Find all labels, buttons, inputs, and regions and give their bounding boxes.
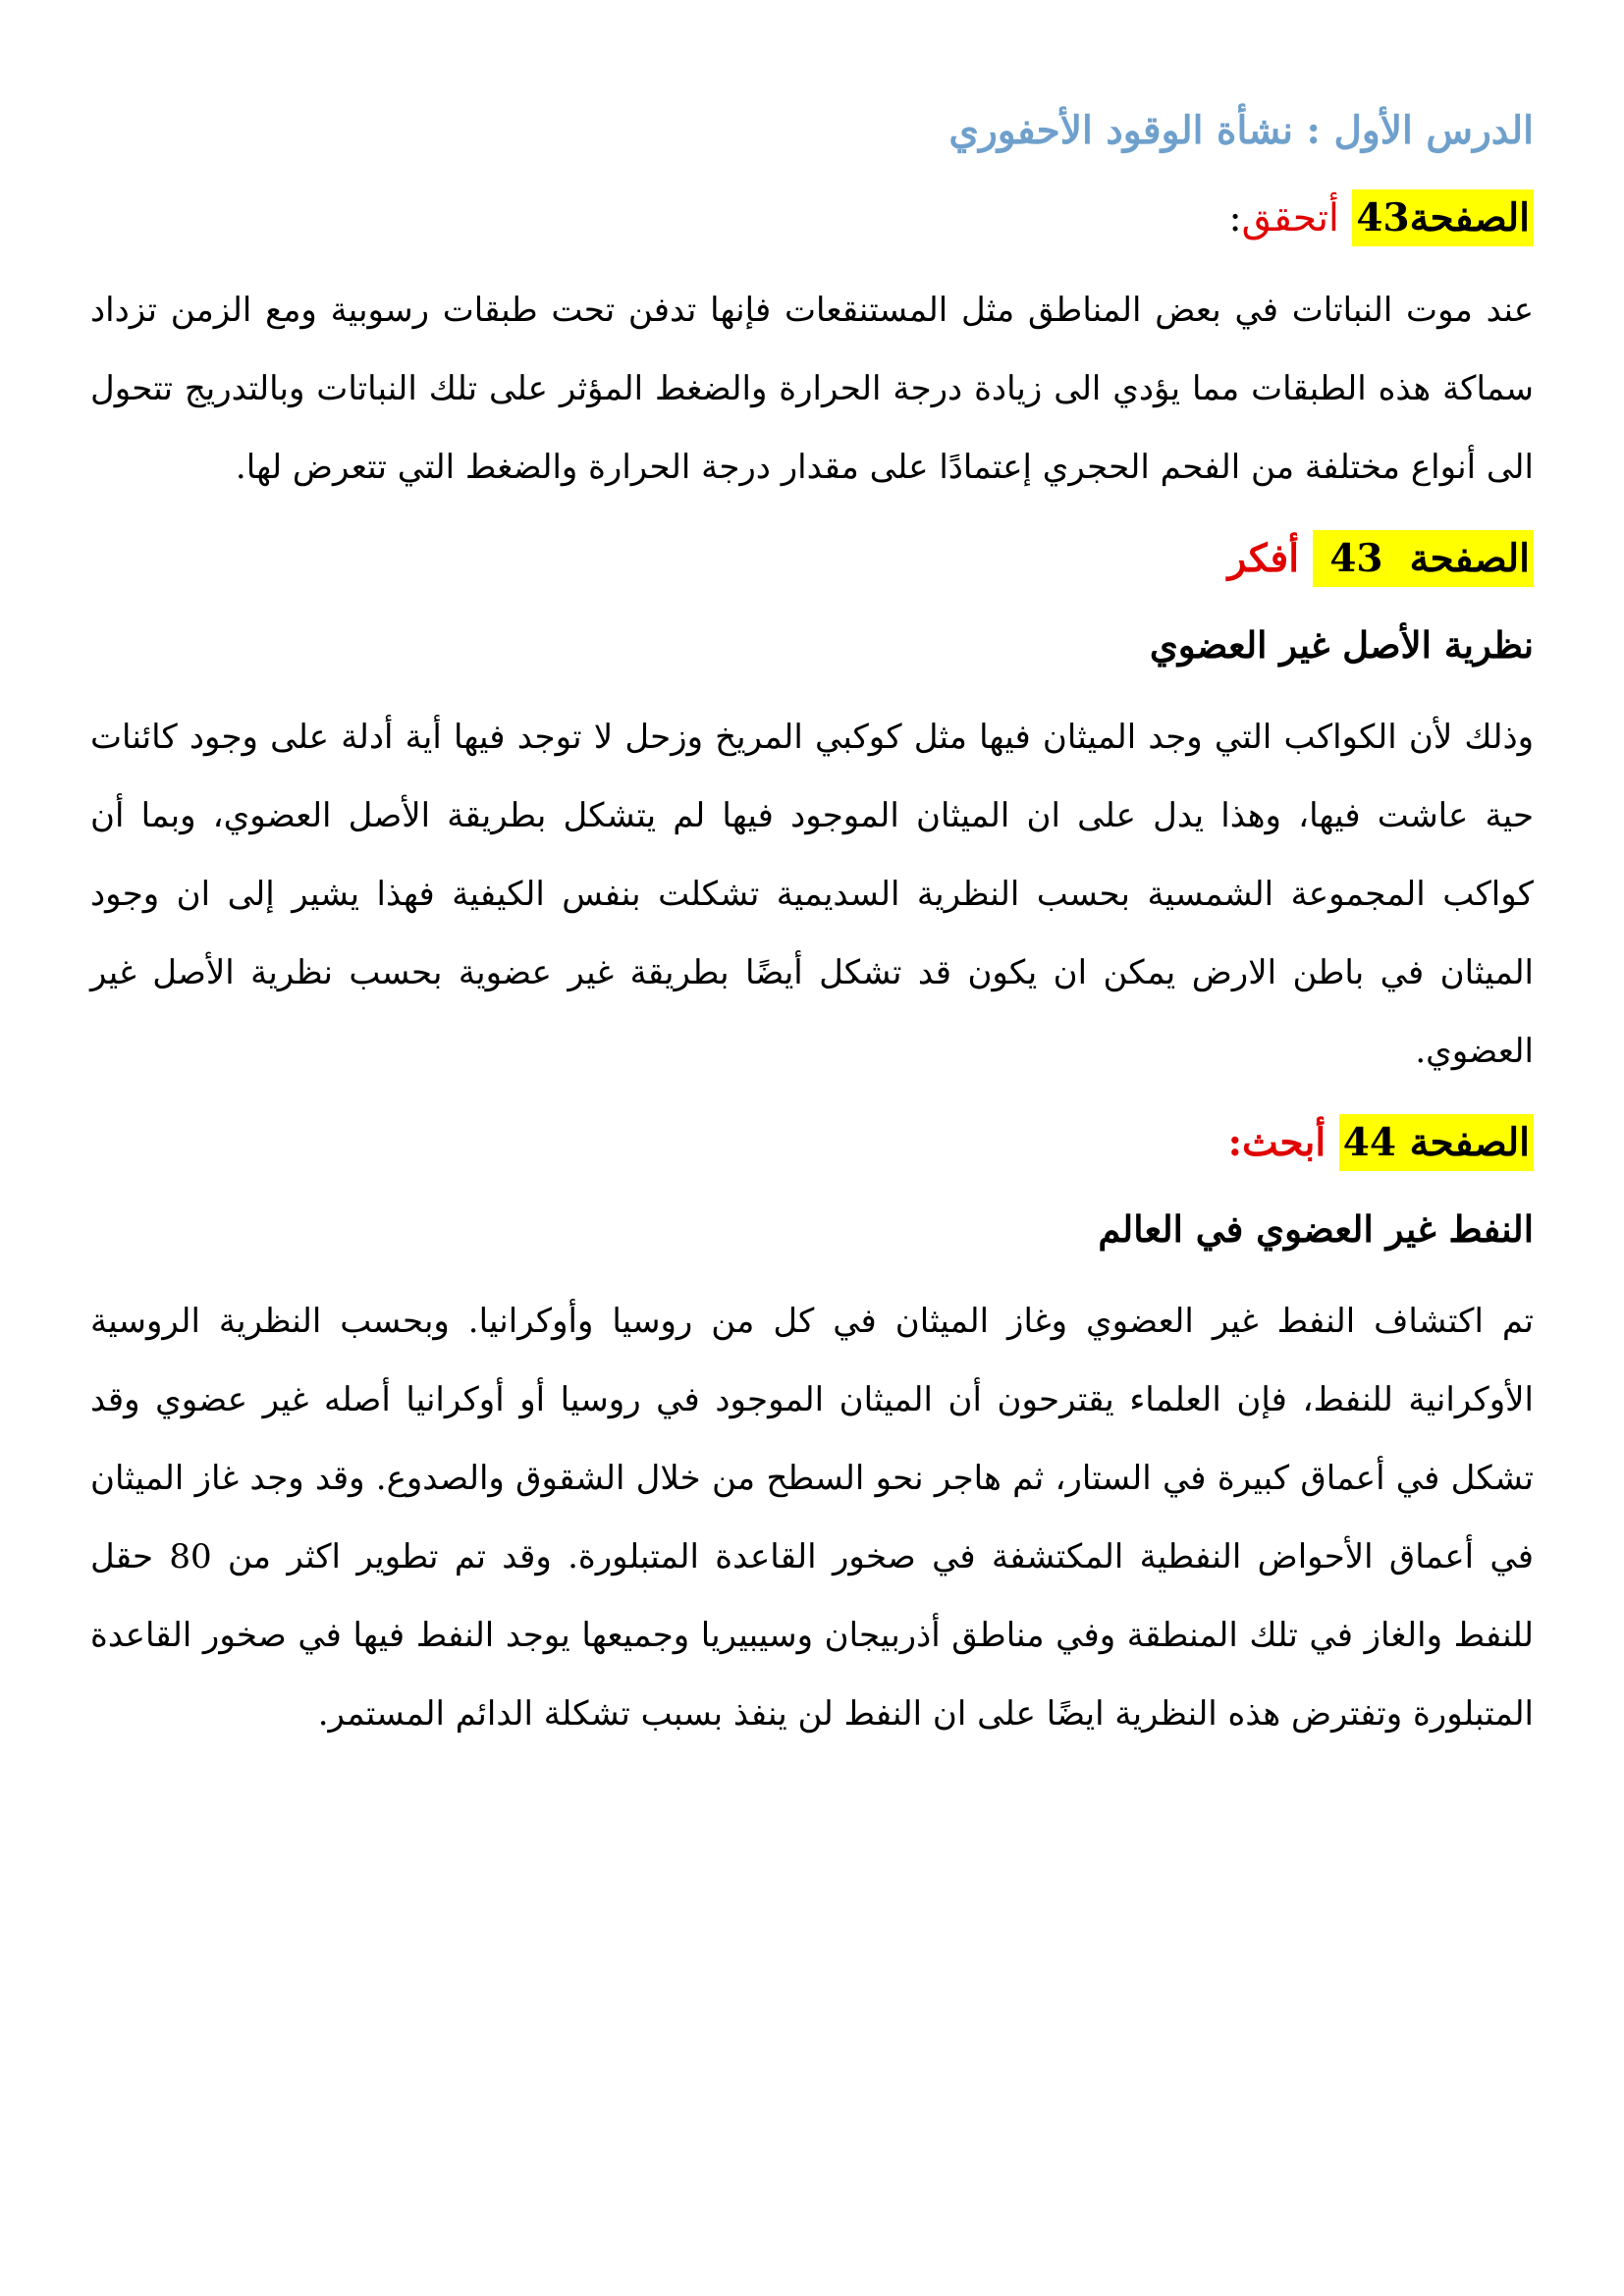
section-subtitle: نظرية الأصل غير العضوي xyxy=(1149,623,1534,667)
heading-prefix: الصفحة xyxy=(1409,194,1530,240)
page-number: 43 xyxy=(1356,194,1410,240)
paragraph: وذلك لأن الكواكب التي وجد الميثان فيها مثل كوكبي المريخ وزحل لا توجد فيها أية أدلة على وجود كائنات حية عاشت فيها، وهذا يدل على ان الميثان الموجود فيها لم يتشكل بطريقة الأصل العضوي، وبما أن كواكب المجموعة الشمسية بحسب النظرية السديمية تشكلت بنفس الكيفية فهذا يشير إلى ان وجود الميثان في باطن الارض يمكن ان يكون قد تشكل أيضًا بطريقة غير عضوية بحسب نظرية الأصل غير العضوي. xyxy=(90,718,1534,1072)
page-reference-highlight xyxy=(1313,530,1534,587)
section-heading-1 xyxy=(90,195,1534,242)
paragraph: عند موت النباتات في بعض المناطق مثل المستنقعات فإنها تدفن تحت طبقات رسوبية ومع الزمن تزداد سماكة هذه الطبقات مما يؤدي الى زيادة درجة الحرارة والضغط المؤثر على تلك النباتات وبالتدريج تتحول الى أنواع مختلفة من الفحم الحجري إعتمادًا على مقدار درجة الحرارة والضغط التي تتعرض لها. xyxy=(90,291,1534,488)
heading-colon: : xyxy=(1228,195,1242,240)
page-reference-highlight xyxy=(1352,189,1534,246)
lesson-title: الدرس الأول : نشأة الوقود الأحفوري xyxy=(948,108,1534,153)
heading-colon: : xyxy=(1227,1120,1243,1166)
document-content xyxy=(90,106,1534,1753)
page-number: 43 xyxy=(1329,536,1383,582)
heading-prefix: الصفحة xyxy=(1409,536,1530,582)
activity-label: أبحث xyxy=(1242,1120,1326,1166)
paragraph: تم اكتشاف النفط غير العضوي وغاز الميثان في كل من روسيا وأوكرانيا. وبحسب النظرية الروسية الأوكرانية للنفط، فإن العلماء يقترحون أن الميثان الموجود في روسيا أو أوكرانيا أصله غير عضوي وقد تشكل في أعماق كبيرة في الستار، ثم هاجر نحو السطح من خلال الشقوق والصدوع. وقد وجد غاز الميثان في أعماق الأحواض النفطية المكتشفة في صخور القاعدة المتبلورة. وقد تم تطوير اكثر من 80 حقل للنفط والغاز في تلك المنطقة وفي مناطق أذربيجان وسيبيريا وجميعها يوجد النفط فيها في صخور القاعدة المتبلورة وتفترض هذه النظرية ايضًا على ان النفط لن ينفذ بسبب تشكلة الدائم المستمر. xyxy=(90,1302,1534,1735)
activity-label: أتحقق xyxy=(1241,195,1339,240)
page-number: 44 xyxy=(1342,1120,1397,1166)
section-subtitle: النفط غير العضوي في العالم xyxy=(1098,1207,1534,1252)
section-heading-3 xyxy=(90,1120,1534,1166)
heading-prefix: الصفحة xyxy=(1409,1120,1530,1166)
activity-label: أفكر xyxy=(1227,536,1300,582)
section-heading-2 xyxy=(90,536,1534,582)
page-reference-highlight xyxy=(1339,1114,1534,1171)
